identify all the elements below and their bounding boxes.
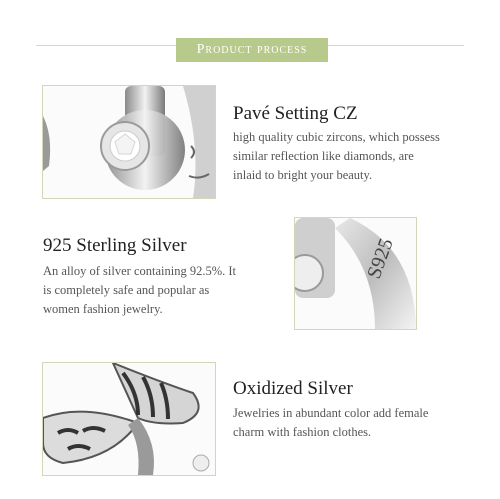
description-line: Jewelries in abundant color add female [233, 406, 429, 420]
ring-stamp-illustration [295, 218, 416, 329]
description-line: women fashion jewelry. [43, 302, 163, 316]
feature-description-silver [43, 262, 236, 319]
description-line: inlaid to bright your beauty. [233, 168, 373, 182]
description-line: charm with fashion clothes. [233, 425, 372, 439]
section-header [176, 38, 328, 62]
feature-title-oxidized: Oxidized Silver [233, 378, 353, 399]
description-line: is completely safe and popular as [43, 283, 210, 297]
description-line: high quality cubic zircons, which possess [233, 130, 440, 144]
section-header-label: Product process [196, 42, 308, 57]
description-line: An alloy of silver containing 92.5%. It [43, 264, 237, 278]
ring-closeup-illustration [43, 86, 215, 198]
butterfly-illustration [43, 363, 215, 475]
s925-engraving: S925 [363, 235, 398, 282]
description-line: similar reflection like diamonds, are [233, 149, 414, 163]
sterling-silver-photo [294, 217, 417, 330]
feature-title-cz: Pavé Setting CZ [233, 103, 358, 124]
feature-description-cz [233, 128, 440, 185]
cz-setting-photo [42, 85, 216, 199]
oxidized-silver-photo [42, 362, 216, 476]
feature-title-silver: 925 Sterling Silver [43, 235, 187, 256]
feature-description-oxidized [233, 404, 428, 442]
